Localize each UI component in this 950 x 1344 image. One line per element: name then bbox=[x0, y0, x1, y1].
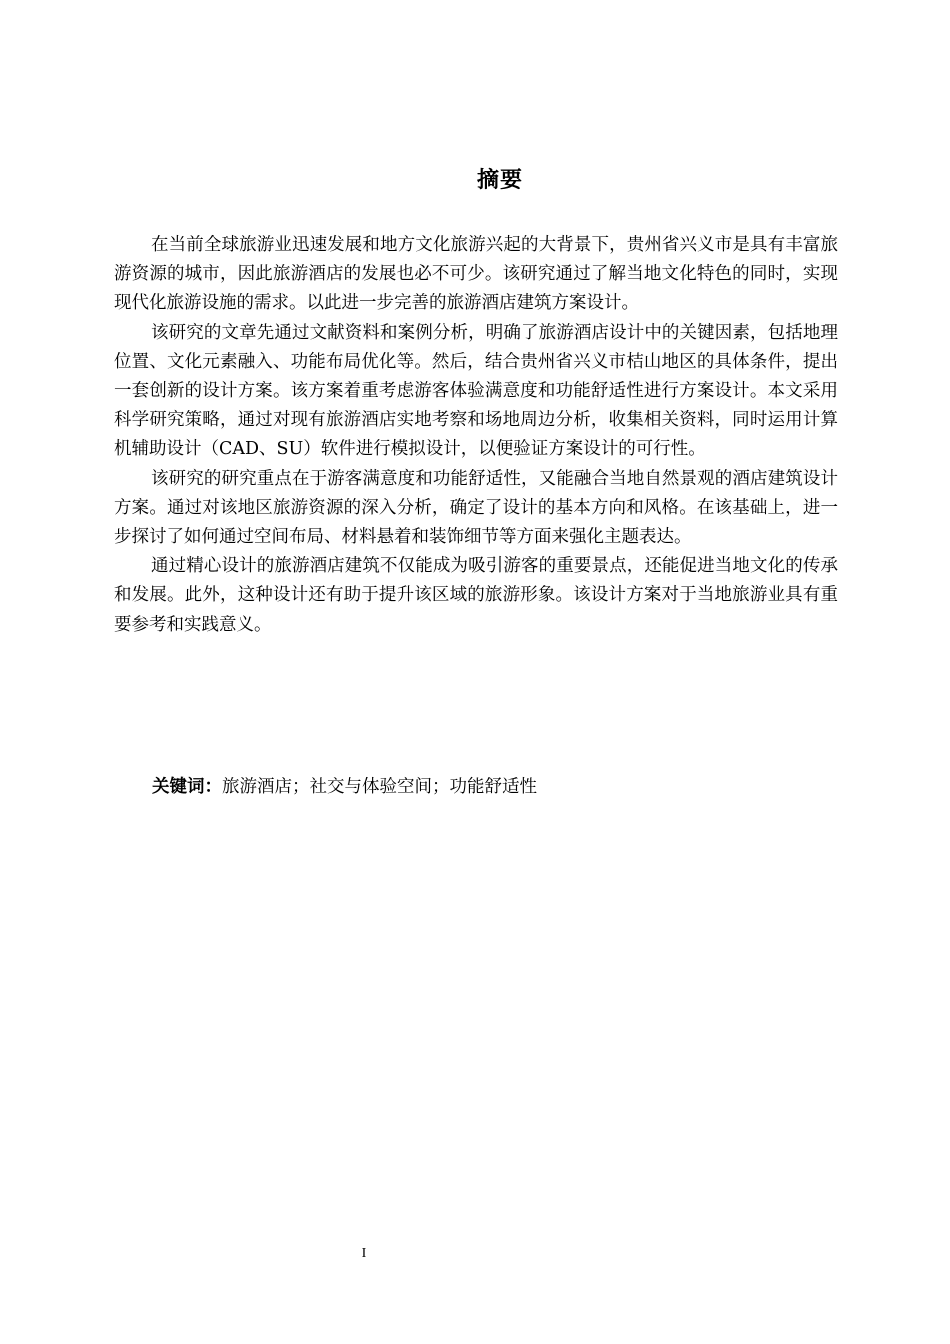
page-number: I bbox=[361, 1246, 367, 1261]
abstract-body bbox=[114, 231, 838, 640]
abstract-paragraph-2: 该研究的文章先通过文献资料和案例分析，明确了旅游酒店设计中的关键因素，包括地理位置、文化元素融入、功能布局优化等。然后，结合贵州省兴义市桔山地区的具体条件，提出一套创新的设计方案。该方案着重考虑游客体验满意度和功能舒适性进行方案设计。本文采用科学研究策略，通过对现有旅游酒店实地考察和场地周边分析，收集相关资料，同时运用计算机辅助设计（CAD、SU）软件进行模拟设计，以便验证方案设计的可行性。 bbox=[114, 322, 838, 460]
keywords-label: 关键词： bbox=[152, 777, 222, 797]
keywords-value: 旅游酒店；社交与体验空间；功能舒适性 bbox=[222, 777, 537, 797]
page-title: 摘要 bbox=[476, 168, 523, 193]
abstract-paragraph-1: 在当前全球旅游业迅速发展和地方文化旅游兴起的大背景下，贵州省兴义市是具有丰富旅游资源的城市，因此旅游酒店的发展也必不可少。该研究通过了解当地文化特色的同时，实现现代化旅游设施的需求。以此进一步完善的旅游酒店建筑方案设计。 bbox=[114, 235, 838, 314]
abstract-paragraph-3: 该研究的研究重点在于游客满意度和功能舒适性，又能融合当地自然景观的酒店建筑设计方案。通过对该地区旅游资源的深入分析，确定了设计的基本方向和风格。在该基础上，进一步探讨了如何通过空间布局、材料悬着和装饰细节等方面来强化主题表达。 bbox=[114, 468, 838, 548]
abstract-paragraph-4: 通过精心设计的旅游酒店建筑不仅能成为吸引游客的重要景点，还能促进当地文化的传承和发展。此外，这种设计还有助于提升该区域的旅游形象。该设计方案对于当地旅游业具有重要参考和实践意义。 bbox=[114, 556, 838, 635]
keywords-line bbox=[152, 773, 537, 802]
